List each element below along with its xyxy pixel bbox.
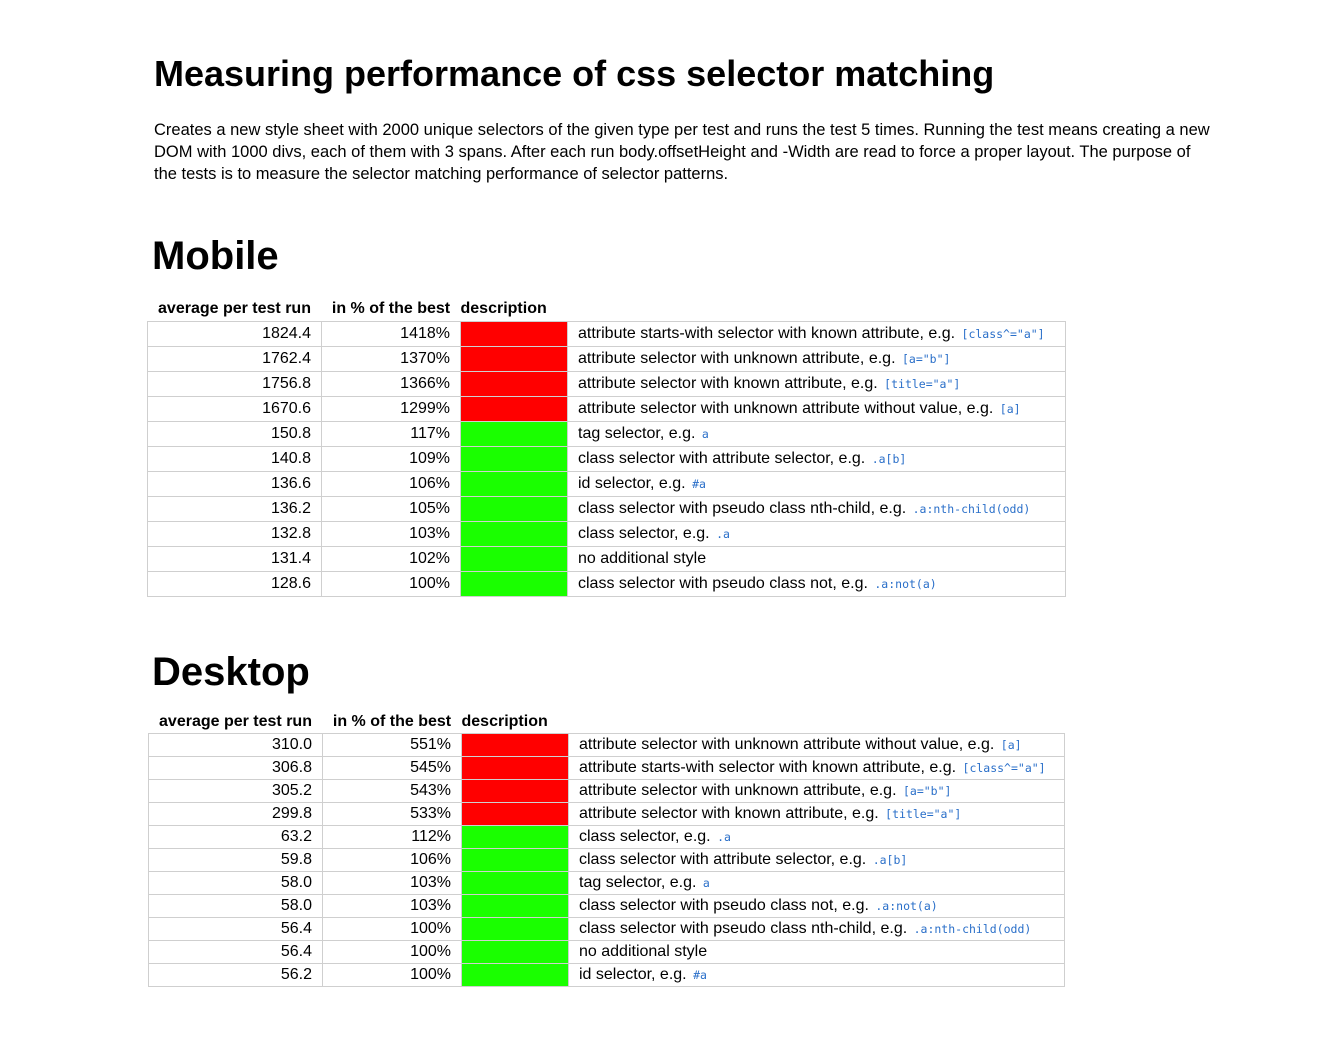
description-text: class selector with pseudo class not, e.g. [578, 574, 868, 592]
selector-example: .a:nth-child(odd) [913, 921, 1032, 936]
description-cell [568, 396, 1066, 421]
percent-cell: 533% [323, 802, 462, 825]
selector-example: [a="b"] [901, 351, 951, 366]
performance-bar [461, 521, 568, 546]
performance-bar [462, 963, 569, 986]
description-cell [568, 521, 1066, 546]
average-cell: 59.8 [149, 848, 323, 871]
table-row [149, 756, 1065, 779]
selector-example: [a="b"] [902, 783, 952, 798]
average-cell: 58.0 [149, 894, 323, 917]
selector-example: a [701, 426, 709, 441]
description-cell [569, 848, 1065, 871]
percent-cell: 100% [322, 571, 461, 596]
table-row [148, 346, 1066, 371]
table-row [148, 321, 1066, 346]
selector-example: [class^="a"] [961, 326, 1045, 341]
average-cell: 132.8 [148, 521, 322, 546]
description-text: tag selector, e.g. [578, 424, 696, 442]
description-text: no additional style [578, 549, 707, 567]
table-row [149, 963, 1065, 986]
percent-cell: 109% [322, 446, 461, 471]
average-cell: 305.2 [149, 779, 323, 802]
percent-cell: 543% [323, 779, 462, 802]
performance-bar [461, 496, 568, 521]
performance-bar [461, 321, 568, 346]
page-title: Measuring performance of css selector matching [154, 53, 995, 94]
performance-bar [462, 779, 569, 802]
description-cell [569, 940, 1065, 963]
column-header-description: description [461, 297, 1066, 321]
percent-cell: 100% [323, 963, 462, 986]
selector-example: .a:not(a) [875, 898, 938, 913]
selector-example: [title="a"] [884, 376, 961, 391]
average-cell: 150.8 [148, 421, 322, 446]
description-text: class selector, e.g. [578, 524, 710, 542]
average-cell: 56.4 [149, 940, 323, 963]
percent-cell: 1418% [322, 321, 461, 346]
selector-example: a [702, 875, 710, 890]
description-text: attribute starts-with selector with known attribute, e.g. [579, 758, 957, 776]
description-cell [568, 471, 1066, 496]
column-header-description: description [462, 711, 1065, 733]
table-row [149, 894, 1065, 917]
description-text: class selector with pseudo class nth-child, e.g. [578, 499, 907, 517]
description-text: tag selector, e.g. [579, 873, 697, 891]
column-header-average: average per test run [148, 297, 322, 321]
performance-bar [461, 396, 568, 421]
description-text: class selector with attribute selector, e.g. [579, 850, 867, 868]
average-cell: 299.8 [149, 802, 323, 825]
description-text: class selector with attribute selector, e.g. [578, 449, 866, 467]
description-text: attribute selector with unknown attribute without value, e.g. [578, 399, 994, 417]
percent-cell: 551% [323, 733, 462, 756]
table-row [148, 421, 1066, 446]
percent-cell: 106% [323, 848, 462, 871]
description-cell [568, 346, 1066, 371]
average-cell: 1762.4 [148, 346, 322, 371]
average-cell: 306.8 [149, 756, 323, 779]
description-text: attribute selector with known attribute, e.g. [578, 374, 878, 392]
selector-example: [class^="a"] [962, 760, 1046, 775]
table-row [148, 546, 1066, 571]
description-cell [569, 802, 1065, 825]
average-cell: 56.2 [149, 963, 323, 986]
average-cell: 136.2 [148, 496, 322, 521]
average-cell: 136.6 [148, 471, 322, 496]
description-cell [569, 756, 1065, 779]
performance-bar [462, 733, 569, 756]
average-cell: 131.4 [148, 546, 322, 571]
performance-bar [462, 940, 569, 963]
description-cell [569, 894, 1065, 917]
average-cell: 140.8 [148, 446, 322, 471]
percent-cell: 103% [323, 871, 462, 894]
table-row [148, 496, 1066, 521]
average-cell: 1756.8 [148, 371, 322, 396]
performance-bar [462, 917, 569, 940]
percent-cell: 103% [323, 894, 462, 917]
selector-example: [a] [1000, 737, 1022, 752]
percent-cell: 1370% [322, 346, 461, 371]
description-cell [569, 825, 1065, 848]
selector-example: [title="a"] [885, 806, 962, 821]
desktop-results-table [148, 711, 1065, 987]
description-cell [568, 421, 1066, 446]
description-text: id selector, e.g. [579, 965, 687, 983]
description-cell [568, 321, 1066, 346]
table-row [149, 917, 1065, 940]
description-text: attribute selector with known attribute, e.g. [579, 804, 879, 822]
description-text: attribute starts-with selector with known attribute, e.g. [578, 324, 956, 342]
description-cell [568, 571, 1066, 596]
average-cell: 128.6 [148, 571, 322, 596]
percent-cell: 117% [322, 421, 461, 446]
table-row [148, 396, 1066, 421]
percent-cell: 545% [323, 756, 462, 779]
performance-bar [461, 446, 568, 471]
description-cell [568, 371, 1066, 396]
selector-example: .a[b] [871, 451, 907, 466]
performance-bar [461, 571, 568, 596]
mobile-results-table [147, 297, 1066, 597]
performance-bar [462, 894, 569, 917]
selector-example: #a [692, 476, 706, 491]
selector-example: [a] [999, 401, 1021, 416]
description-text: class selector with pseudo class not, e.g. [579, 896, 869, 914]
description-cell [569, 963, 1065, 986]
percent-cell: 105% [322, 496, 461, 521]
selector-example: .a [716, 526, 730, 541]
percent-cell: 1366% [322, 371, 461, 396]
table-row [149, 940, 1065, 963]
description-cell [568, 546, 1066, 571]
table-row [149, 733, 1065, 756]
mobile-section-title: Mobile [152, 234, 279, 278]
description-text: attribute selector with unknown attribute without value, e.g. [579, 735, 995, 753]
table-row [149, 779, 1065, 802]
table-row [149, 848, 1065, 871]
performance-bar [461, 421, 568, 446]
performance-bar [462, 848, 569, 871]
percent-cell: 106% [322, 471, 461, 496]
average-cell: 310.0 [149, 733, 323, 756]
performance-bar [462, 802, 569, 825]
description-text: attribute selector with unknown attribute, e.g. [579, 781, 897, 799]
description-cell [569, 733, 1065, 756]
percent-cell: 112% [323, 825, 462, 848]
performance-bar [461, 471, 568, 496]
selector-example: #a [693, 967, 707, 982]
column-header-percent: in % of the best [322, 297, 461, 321]
description-text: attribute selector with unknown attribute, e.g. [578, 349, 896, 367]
table-row [148, 371, 1066, 396]
description-text: no additional style [579, 942, 708, 960]
performance-bar [461, 371, 568, 396]
average-cell: 1824.4 [148, 321, 322, 346]
percent-cell: 100% [323, 940, 462, 963]
average-cell: 58.0 [149, 871, 323, 894]
description-text: class selector with pseudo class nth-child, e.g. [579, 919, 908, 937]
intro-paragraph: Creates a new style sheet with 2000 unique selectors of the given type per test and runs the test 5 times. Running the test means creating a new DOM with 1000 divs, each of them with 3 spans. After each run body.offsetHeight and -Width are read to force a proper layout. The purpose of the tests is to measure the selector matching performance of selector patterns. [154, 121, 1210, 183]
selector-example: .a [717, 829, 731, 844]
performance-bar [462, 756, 569, 779]
percent-cell: 103% [322, 521, 461, 546]
table-row [149, 871, 1065, 894]
average-cell: 56.4 [149, 917, 323, 940]
description-text: class selector, e.g. [579, 827, 711, 845]
percent-cell: 1299% [322, 396, 461, 421]
table-row [149, 802, 1065, 825]
selector-example: .a:not(a) [874, 576, 937, 591]
table-row [148, 471, 1066, 496]
description-text: id selector, e.g. [578, 474, 686, 492]
description-cell [568, 446, 1066, 471]
column-header-average: average per test run [149, 711, 323, 733]
desktop-section-title: Desktop [152, 650, 310, 694]
column-header-percent: in % of the best [323, 711, 462, 733]
performance-bar [461, 546, 568, 571]
average-cell: 63.2 [149, 825, 323, 848]
table-row [148, 446, 1066, 471]
table-row [148, 571, 1066, 596]
table-row [149, 825, 1065, 848]
table-header-row [148, 297, 1066, 321]
description-cell [569, 779, 1065, 802]
description-cell [568, 496, 1066, 521]
description-cell [569, 917, 1065, 940]
table-header-row [149, 711, 1065, 733]
percent-cell: 100% [323, 917, 462, 940]
performance-bar [462, 825, 569, 848]
average-cell: 1670.6 [148, 396, 322, 421]
selector-example: .a:nth-child(odd) [912, 501, 1031, 516]
performance-bar [462, 871, 569, 894]
description-cell [569, 871, 1065, 894]
selector-example: .a[b] [872, 852, 908, 867]
performance-bar [461, 346, 568, 371]
table-row [148, 521, 1066, 546]
percent-cell: 102% [322, 546, 461, 571]
